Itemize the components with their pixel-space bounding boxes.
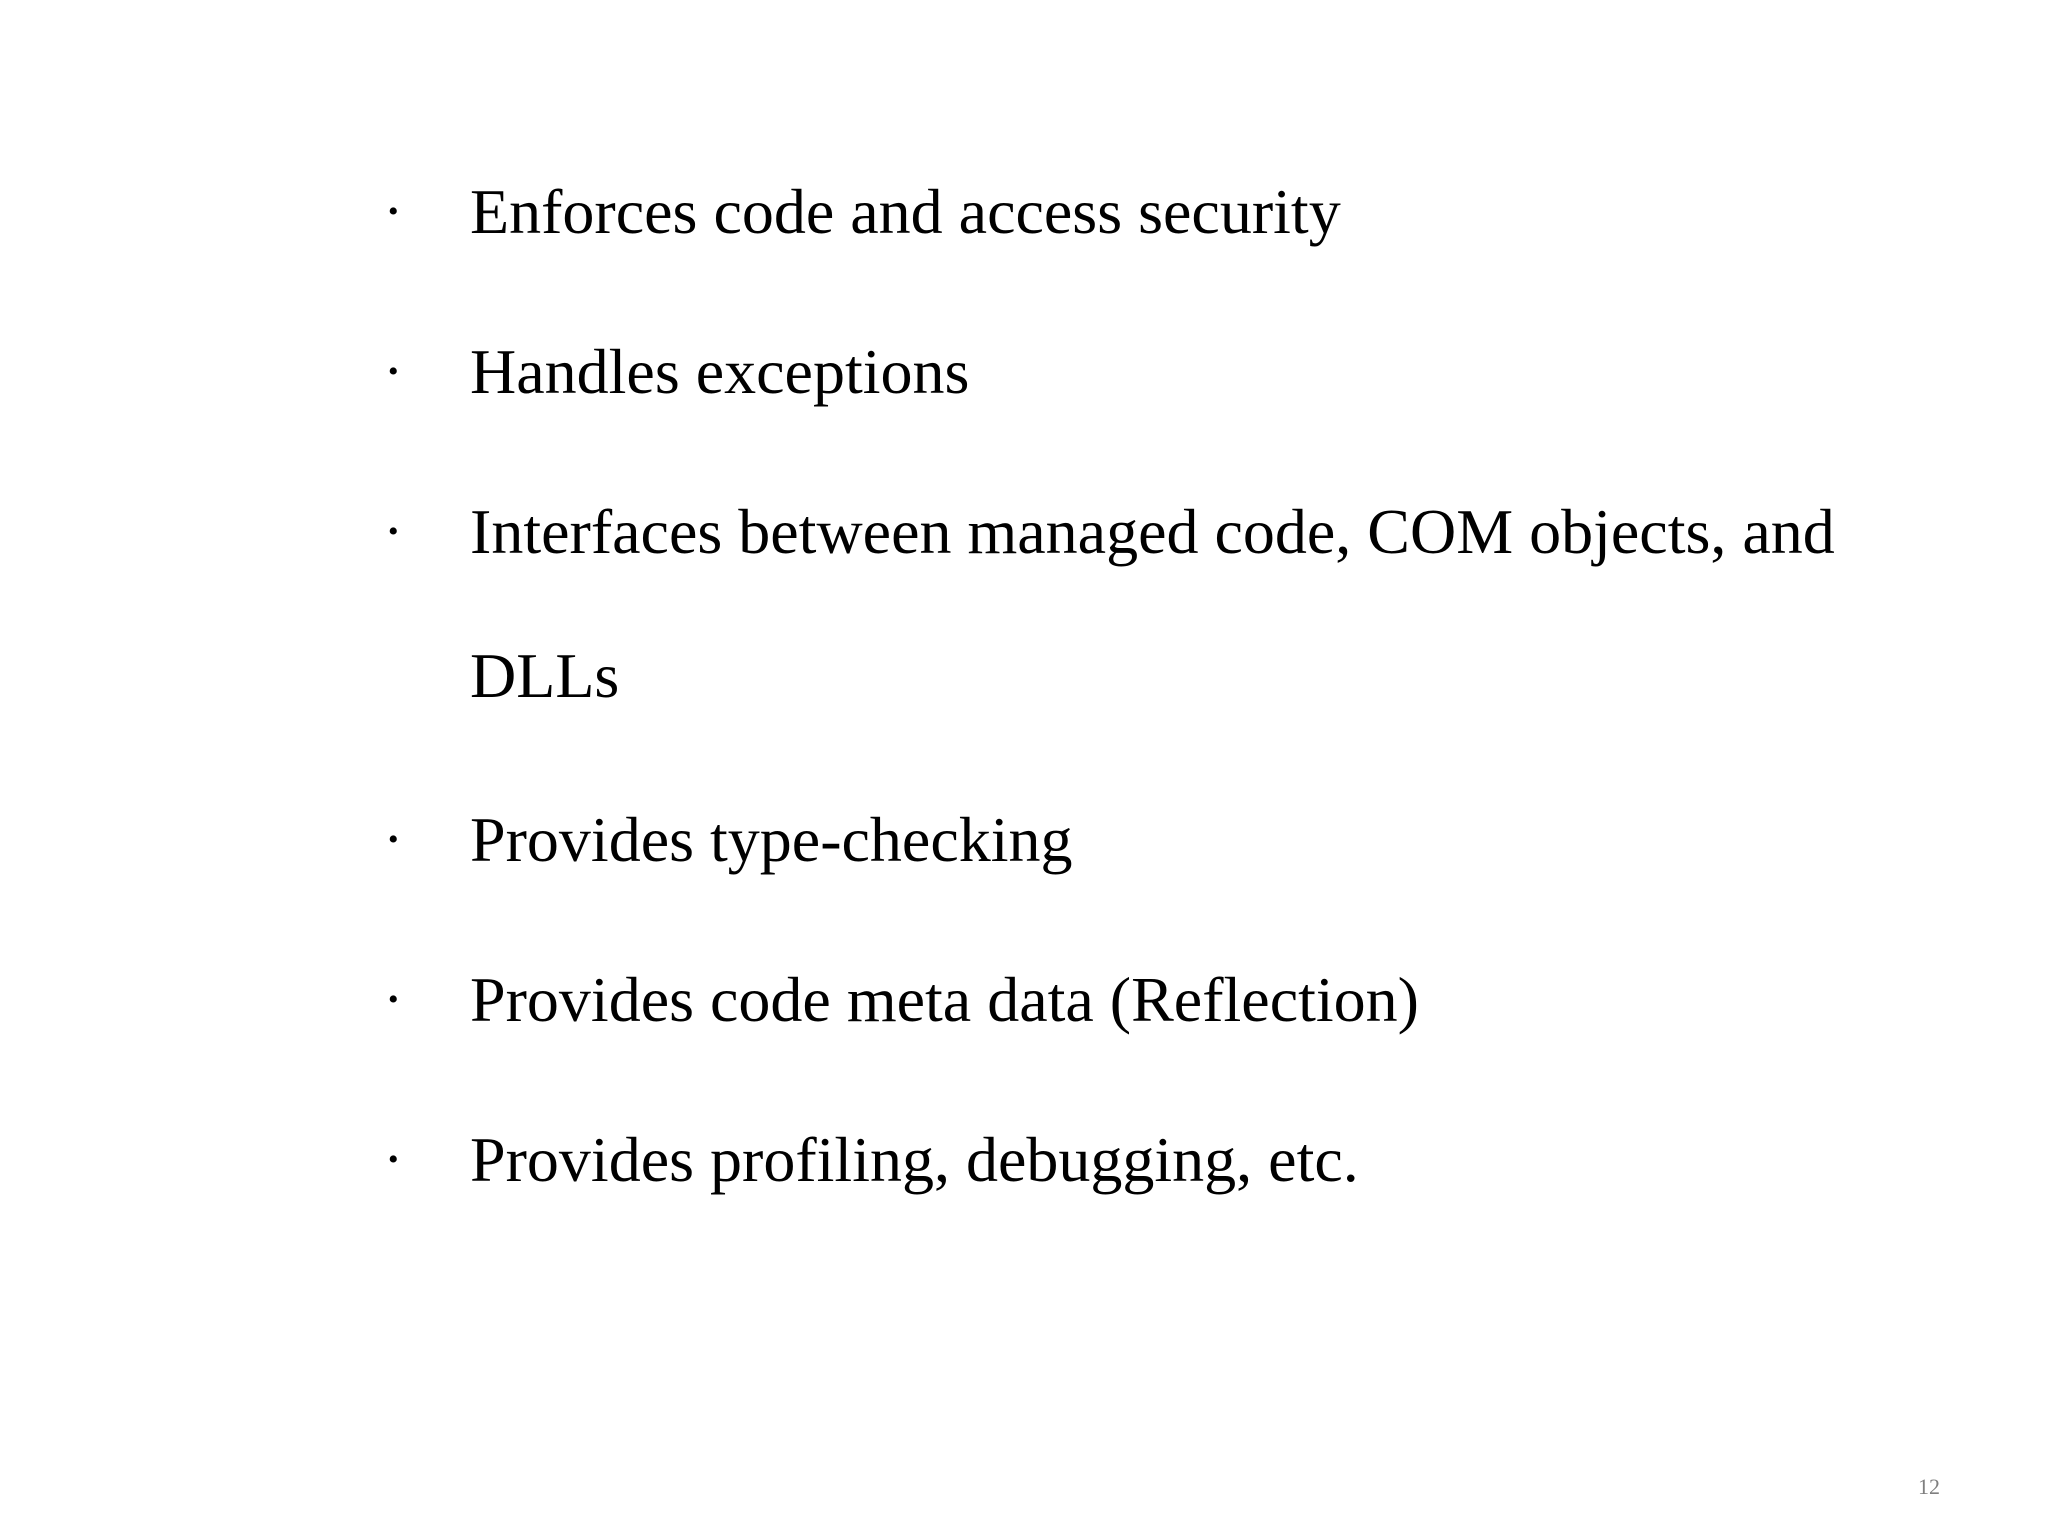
- bullet-icon: •: [388, 355, 399, 388]
- bullet-text: Provides type-checking: [470, 804, 1073, 875]
- bullet-text: Provides profiling, debugging, etc.: [470, 1124, 1359, 1195]
- bullet-text: Interfaces between managed code, COM objects, and DLLs: [470, 496, 1835, 711]
- bullet-icon: •: [388, 515, 399, 548]
- bullet-text: Provides code meta data (Reflection): [470, 964, 1419, 1035]
- bullet-icon: •: [388, 195, 399, 228]
- bullet-icon: •: [388, 1143, 399, 1176]
- page-number: 12: [1918, 1474, 1940, 1499]
- bullet-text: Enforces code and access security: [470, 176, 1341, 247]
- bullet-icon: •: [388, 823, 399, 856]
- bullet-icon: •: [388, 983, 399, 1016]
- bullet-text: Handles exceptions: [470, 336, 970, 407]
